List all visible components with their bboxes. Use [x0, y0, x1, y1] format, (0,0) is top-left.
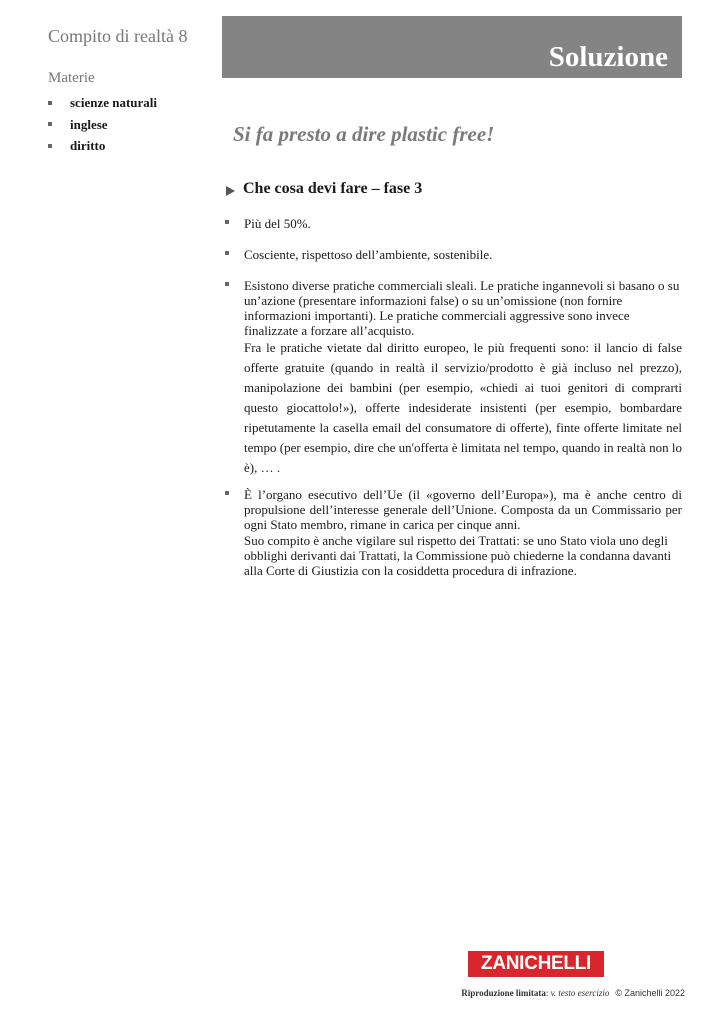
square-bullet-icon — [225, 491, 229, 495]
subjects-heading: Materie — [48, 70, 95, 86]
square-bullet-icon — [48, 144, 52, 148]
list-item — [48, 92, 157, 114]
answer-3-paragraph-2: Fra le pratiche vietate dal diritto europeo, le più frequenti sono: il lancio di false offerte gratuite (quando in realtà il servizio/prodotto è già incluso nel prezzo), manipolazione dei bambini (per esempio, «chiedi ai tuoi genitori di comprarti questo giocattolo!»), offerte indesiderate insistenti (per esempio, bombardare ripetutamente la casella email del consumatore di offerte), finte offerte limitate nel tempo (per esempio, dire che un'offerta è limitata nel tempo, quando in realtà non lo è), … . — [244, 340, 682, 475]
answer-4-paragraph-1: È l’organo esecutivo dell’Ue (il «governo dell’Europa»), ma è anche centro di propulsione dell’interesse generale dell’Unione. Composta da un Commissario per ogni Stato membro, rimane in carica per cinque anni. — [244, 487, 682, 532]
triangle-right-icon — [226, 186, 235, 196]
subject-label: inglese — [70, 116, 108, 132]
answer-2: Cosciente, rispettoso dell’ambiente, sostenibile. — [244, 247, 493, 262]
repro-note: v. testo esercizio — [550, 988, 610, 998]
subject-label: diritto — [70, 138, 106, 154]
list-item — [48, 114, 157, 136]
subject-label: scienze naturali — [70, 95, 158, 111]
repro-label: Riproduzione limitata — [461, 988, 546, 998]
copyright: © Zanichelli 2022 — [615, 988, 685, 998]
answer-1: Più del 50%. — [244, 216, 311, 231]
phase-heading — [226, 180, 422, 198]
square-bullet-icon — [225, 220, 229, 224]
repro-separator: : — [545, 988, 551, 998]
answer-4-paragraph-2: Suo compito è anche vigilare sul rispetto dei Trattati: se uno Stato viola uno degli obblighi derivanti dai Trattati, la Commissione può chiederne la condanna davanti alla Corte di Giustizia con la cosiddetta procedura di infrazione. — [244, 533, 672, 578]
square-bullet-icon — [225, 251, 229, 255]
square-bullet-icon — [225, 282, 229, 286]
footer-note — [461, 988, 685, 998]
square-bullet-icon — [48, 101, 52, 105]
list-item — [48, 135, 157, 157]
answer-3-paragraph-1: Esistono diverse pratiche commerciali sleali. Le pratiche ingannevoli si basano o su un’azione (presentare informazioni false) o su un’omissione (non fornire informazioni importanti). Le pratiche commerciali aggressive sono invece finalizzate a forzare all’acquisto. — [244, 278, 680, 338]
square-bullet-icon — [48, 122, 52, 126]
section-title: Si fa presto a dire plastic free! — [233, 122, 495, 146]
document-code: Compito di realtà 8 — [48, 26, 188, 46]
phase-label: Che cosa devi fare – fase 3 — [243, 180, 423, 197]
subjects-list — [48, 92, 157, 157]
zanichelli-logo: ZANICHELLI — [468, 951, 604, 977]
header-bar — [222, 16, 682, 78]
page-title: Soluzione — [548, 41, 668, 73]
